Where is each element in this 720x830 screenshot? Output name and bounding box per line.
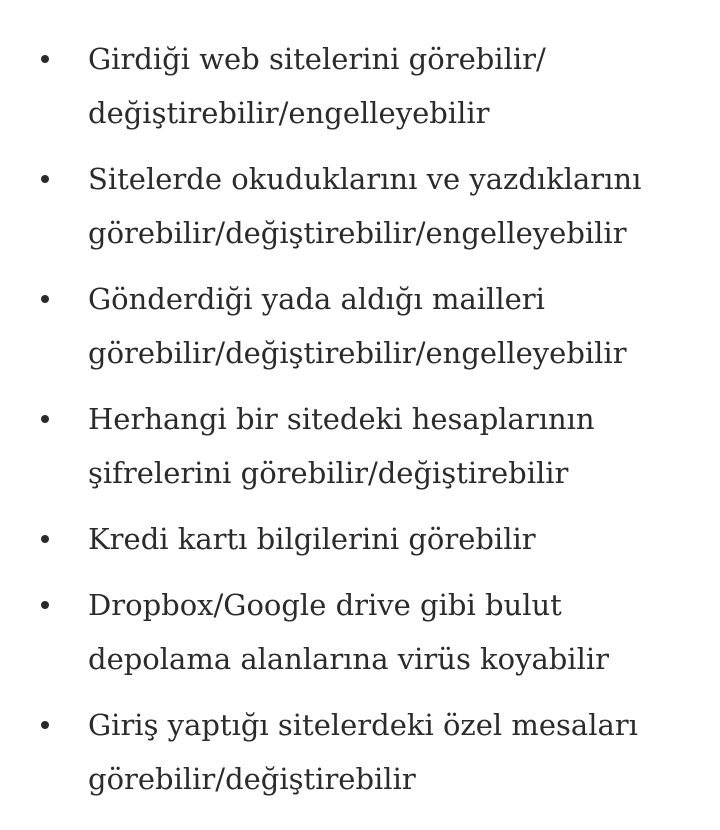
- list-item-line: Herhangi bir sitedeki hesaplarının: [88, 402, 595, 436]
- list-item-line: görebilir/değiştirebilir/engelleyebilir: [88, 336, 627, 370]
- bullet-icon: [41, 601, 49, 609]
- bullet-list: [0, 32, 720, 806]
- bullet-icon: [41, 55, 49, 63]
- bullet-icon: [41, 295, 49, 303]
- list-item-line: Giriş yaptığı sitelerdeki özel mesaları: [88, 708, 638, 742]
- bullet-icon: [41, 535, 49, 543]
- bullet-icon: [41, 175, 49, 183]
- list-item-line: görebilir/değiştirebilir: [88, 762, 416, 796]
- list-item: [0, 152, 720, 260]
- bullet-icon: [41, 415, 49, 423]
- list-item-line: Girdiği web sitelerini görebilir/: [88, 42, 546, 76]
- list-item: [0, 512, 720, 566]
- list-item: [0, 578, 720, 686]
- list-item-line: Sitelerde okuduklarını ve yazdıklarını: [88, 162, 642, 196]
- list-item-line: Dropbox/Google drive gibi bulut: [88, 588, 562, 622]
- list-item: [0, 32, 720, 140]
- list-item: [0, 272, 720, 380]
- list-item-line: görebilir/değiştirebilir/engelleyebilir: [88, 216, 627, 250]
- list-item-line: depolama alanlarına virüs koyabilir: [88, 642, 609, 676]
- list-item: [0, 698, 720, 806]
- list-item-line: Kredi kartı bilgilerini görebilir: [88, 522, 536, 556]
- bullet-icon: [41, 721, 49, 729]
- list-item-line: değiştirebilir/engelleyebilir: [88, 96, 490, 130]
- list-item: [0, 392, 720, 500]
- list-item-line: şifrelerini görebilir/değiştirebilir: [88, 456, 569, 490]
- list-item-line: Gönderdiği yada aldığı mailleri: [88, 282, 545, 316]
